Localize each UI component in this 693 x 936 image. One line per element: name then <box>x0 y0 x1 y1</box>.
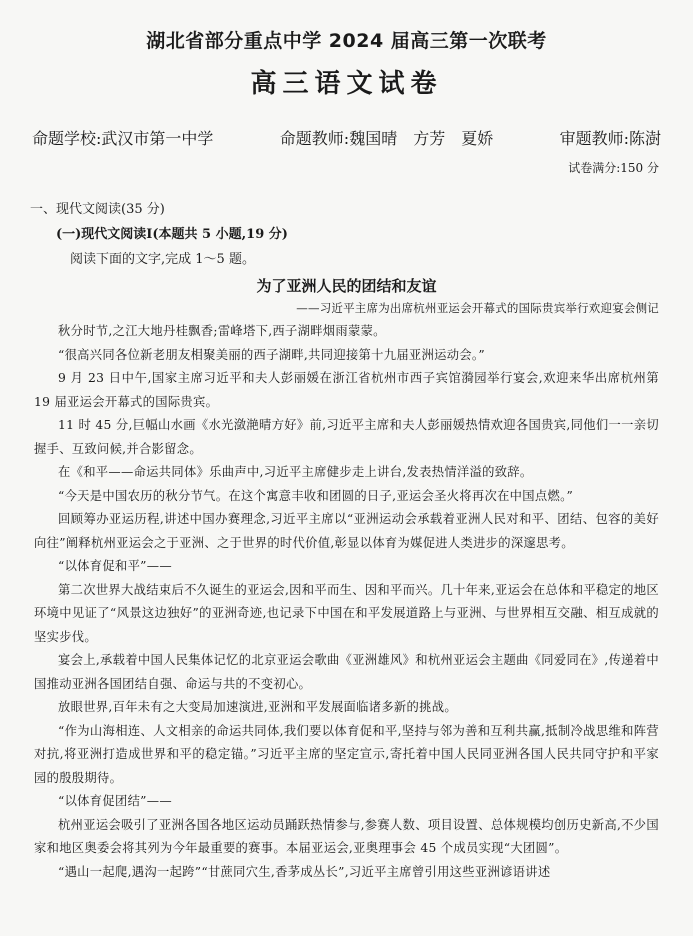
article-body <box>30 320 663 884</box>
article-paragraph: 秋分时节,之江大地丹桂飘香;雷峰塔下,西子湖畔烟雨蒙蒙。 <box>58 324 386 338</box>
article-paragraph: “今天是中国农历的秋分节气。在这个寓意丰收和团圆的日子,亚运会圣火将再次在中国点燃。” <box>58 488 574 503</box>
full-score: 试卷满分:150 分 <box>568 161 659 175</box>
article-paragraph: 回顾筹办亚运历程,讲述中国办赛理念,习近平主席以“亚洲运动会承载着亚洲人民对和平、团结、包容的美好向往”阐释杭州亚运会之于亚洲、之于世界的时代价值,彰显以体育为媒促进人类进步的深邃思考。 <box>34 512 659 550</box>
article-paragraph: “作为山海相连、人文相亲的命运共同体,我们要以体育促和平,坚持与邻为善和互利共赢,抵制冷战思维和阵营对抗,将亚洲打造成世界和平的稳定锚。”习近平主席的坚定宣示,寄托着中国人民同亚洲各国人民共同守护和平家园的殷殷期待。 <box>34 723 659 785</box>
article-paragraph: 11 时 45 分,巨幅山水画《水光潋滟晴方好》前,习近平主席和夫人彭丽媛热情欢迎各国贵宾,同他们一一亲切握手、互致问候,并合影留念。 <box>34 418 659 456</box>
setting-teachers: 命题教师:魏国晴 方芳 夏娇 <box>279 129 494 148</box>
article-paragraph: 放眼世界,百年未有之大变局加速演进,亚洲和平发展面临诸多新的挑战。 <box>58 700 457 714</box>
article-paragraph: 在《和平——命运共同体》乐曲声中,习近平主席健步走上讲台,发表热情洋溢的致辞。 <box>58 465 533 479</box>
exam-meta <box>30 126 663 149</box>
article-paragraph: 第二次世界大战结束后不久诞生的亚运会,因和平而生、因和平而兴。几十年来,亚运会在总体和平稳定的地区环境中见证了“风景这边独好”的亚洲奇迹,也记录下中国在和平发展道路上与亚洲、与世界相互交融、相互成就的坚实步伐。 <box>34 582 659 644</box>
article-paragraph: 宴会上,承载着中国人民集体记忆的北京亚运会歌曲《亚洲雄风》和杭州亚运会主题曲《同爱同在》,传递着中国推动亚洲各国团结自强、命运与共的不变初心。 <box>34 653 659 691</box>
reading-instruction: 阅读下面的文字,完成 1～5 题。 <box>70 252 255 267</box>
sub-section-heading: (一)现代文阅读Ⅰ(本题共 5 小题,19 分) <box>56 227 288 242</box>
exam-name: 湖北省部分重点中学 2024 届高三第一次联考 <box>146 30 547 52</box>
article-paragraph: 9 月 23 日中午,国家主席习近平和夫人彭丽媛在浙江省杭州市西子宾馆漪园举行宴会,欢迎来华出席杭州第 19 届亚运会开幕式的国际贵宾。 <box>34 371 659 409</box>
section-heading: 一、现代文阅读(35 分) <box>30 202 165 217</box>
article-paragraph: “遇山一起爬,遇沟一起跨”“甘蔗同穴生,香茅成丛长”,习近平主席曾引用这些亚洲谚语讲述 <box>58 864 551 879</box>
article-title: 为了亚洲人民的团结和友谊 <box>256 277 437 295</box>
article-paragraph: “以体育促团结”—— <box>58 794 172 808</box>
setting-school: 命题学校:武汉市第一中学 <box>32 129 214 148</box>
paper-title: 高三语文试卷 <box>250 69 443 99</box>
article-paragraph: “很高兴同各位新老朋友相聚美丽的西子湖畔,共同迎接第十九届亚洲运动会。” <box>58 347 485 362</box>
article-paragraph: “以体育促和平”—— <box>58 559 172 573</box>
article-subtitle: ——习近平主席为出席杭州亚运会开幕式的国际贵宾举行欢迎宴会侧记 <box>296 301 659 315</box>
article-paragraph: 杭州亚运会吸引了亚洲各国各地区运动员踊跃热情参与,参赛人数、项目设置、总体规模均创历史新高,不少国家和地区奥委会将其列为今年最重要的赛事。本届亚运会,亚奥理事会 45 个成员实现“大团圆”。 <box>34 817 659 855</box>
reviewing-teacher: 审题教师:陈澍 <box>559 129 661 148</box>
